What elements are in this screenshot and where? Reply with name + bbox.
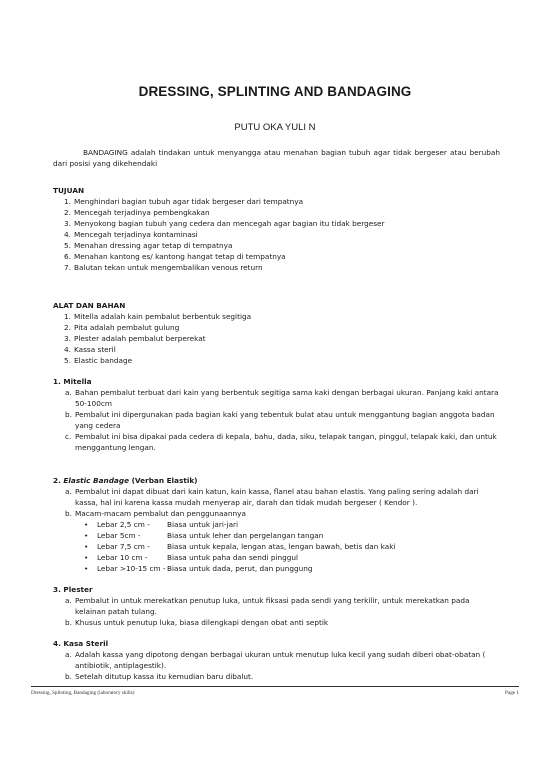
list-item: 2. Mencegah terjadinya pembengkakan [64,208,210,217]
kassa-list [53,649,500,682]
page-footer [31,686,519,696]
section-heading-mitella: 1. Mitella [53,377,92,386]
list-item: • Lebar 7,5 cm - Biasa untuk kepala, lengan atas, lengan bawah, betis dan kaki [84,542,396,551]
section-heading-kassa: 4. Kasa Steril [53,639,109,648]
list-item: 5. Elastic bandage [64,356,133,365]
list-item: a. Pembalut in untuk merekatkan penutup luka, untuk fiksasi pada sendi yang terkilir, untuk merekatkan pada kelainan patah tulang. [65,596,470,616]
list-item: 1. Mitella adalah kain pembalut berbentuk segitiga [64,312,252,321]
footer-page-number: Page 1 [505,690,519,696]
list-item: b. Macam-macam pembalut dan penggunaannya [65,509,246,518]
alat-list [53,311,500,366]
list-item: 1. Menghindari bagian tubuh agar tidak bergeser dari tempatnya [64,197,304,206]
list-item: 4. Kassa steril [64,345,116,354]
plester-list [53,595,500,628]
section-heading-plester: 3. Plester [53,585,93,594]
list-item: 2. Pita adalah pembalut gulung [64,323,180,332]
section-heading-alat: ALAT DAN BAHAN [53,301,126,310]
document-body [53,147,500,682]
elastic-list [53,486,500,519]
list-item: • Lebar 10 cm - Biasa untuk paha dan sendi pinggul [84,553,299,562]
tujuan-list [53,196,500,273]
document-title: DRESSING, SPLINTING AND BANDAGING [138,84,412,99]
mitella-list [53,387,500,453]
bandage-size-list [53,519,500,574]
list-item: 4. Mencegah terjadinya kontaminasi [64,230,198,239]
list-item: • Lebar 2,5 cm - Biasa untuk jari-jari [84,520,239,529]
section-heading-tujuan: TUJUAN [53,186,85,195]
list-item: 3. Menyokong bagian tubuh yang cedera dan mencegah agar bagian itu tidak bergeser [64,219,385,228]
list-item: 3. Plester adalah pembalut berperekat [64,334,206,343]
list-item: c. Pembalut ini bisa dipakai pada cedera di kepala, bahu, dada, siku, telapak tangan, pinggul, telapak kaki, dan untuk menggantung lengan. [65,432,497,452]
list-item: b. Setelah ditutup kassa itu kemudian baru dibalut. [65,672,254,681]
author-name: PUTU OKA YULI N [234,122,316,133]
list-item: 5. Menahan dressing agar tetap di tempatnya [64,241,233,250]
list-item: a. Bahan pembalut terbuat dari kain yang berbentuk segitiga sama kaki dengan berbagai ukuran. Panjang kaki antara 50-100cm [65,388,499,408]
list-item: 7. Balutan tekan untuk mengembalikan venous return [64,263,263,272]
list-item: 6. Menahan kantong es/ kantong hangat tetap di tempatnya [64,252,286,261]
intro-paragraph: BANDAGING adalah tindakan untuk menyangga atau menahan bagian tubuh agar tidak bergeser atau berubah dari posisi yang dikehendaki [53,148,500,168]
list-item: a. Pembalut ini dapat dibuat dari kain katun, kain kassa, flanel atau bahan elastis. Yang paling sering adalah dari kassa, hal ini karena kassa mudah menyerap air, darah dan tidak mudah bergeser ( Kendor ). [65,487,479,507]
list-item: b. Khusus untuk penutup luka, biasa dilengkapi dengan obat anti septik [65,618,329,627]
footer-document-name: Dressing, Splinting, Bandaging (laboratory skills) [31,690,135,696]
section-heading-elastic: 2. Elastic Bandage (Verban Elastik) [53,476,198,485]
list-item: a. Adalah kassa yang dipotong dengan berbagai ukuran untuk menutup luka kecil yang sudah diberi obat-obatan ( antibiotik, antiplagestik). [65,650,486,670]
list-item: • Lebar 5cm - Biasa untuk leher dan pergelangan tangan [84,531,324,540]
list-item: b. Pembalut ini dipergunakan pada bagian kaki yang tebentuk bulat atau untuk menggantung bagian anggota badan yang cedera [65,410,495,430]
list-item: • Lebar >10-15 cm -Biasa untuk dada, perut, dan punggung [84,564,313,573]
